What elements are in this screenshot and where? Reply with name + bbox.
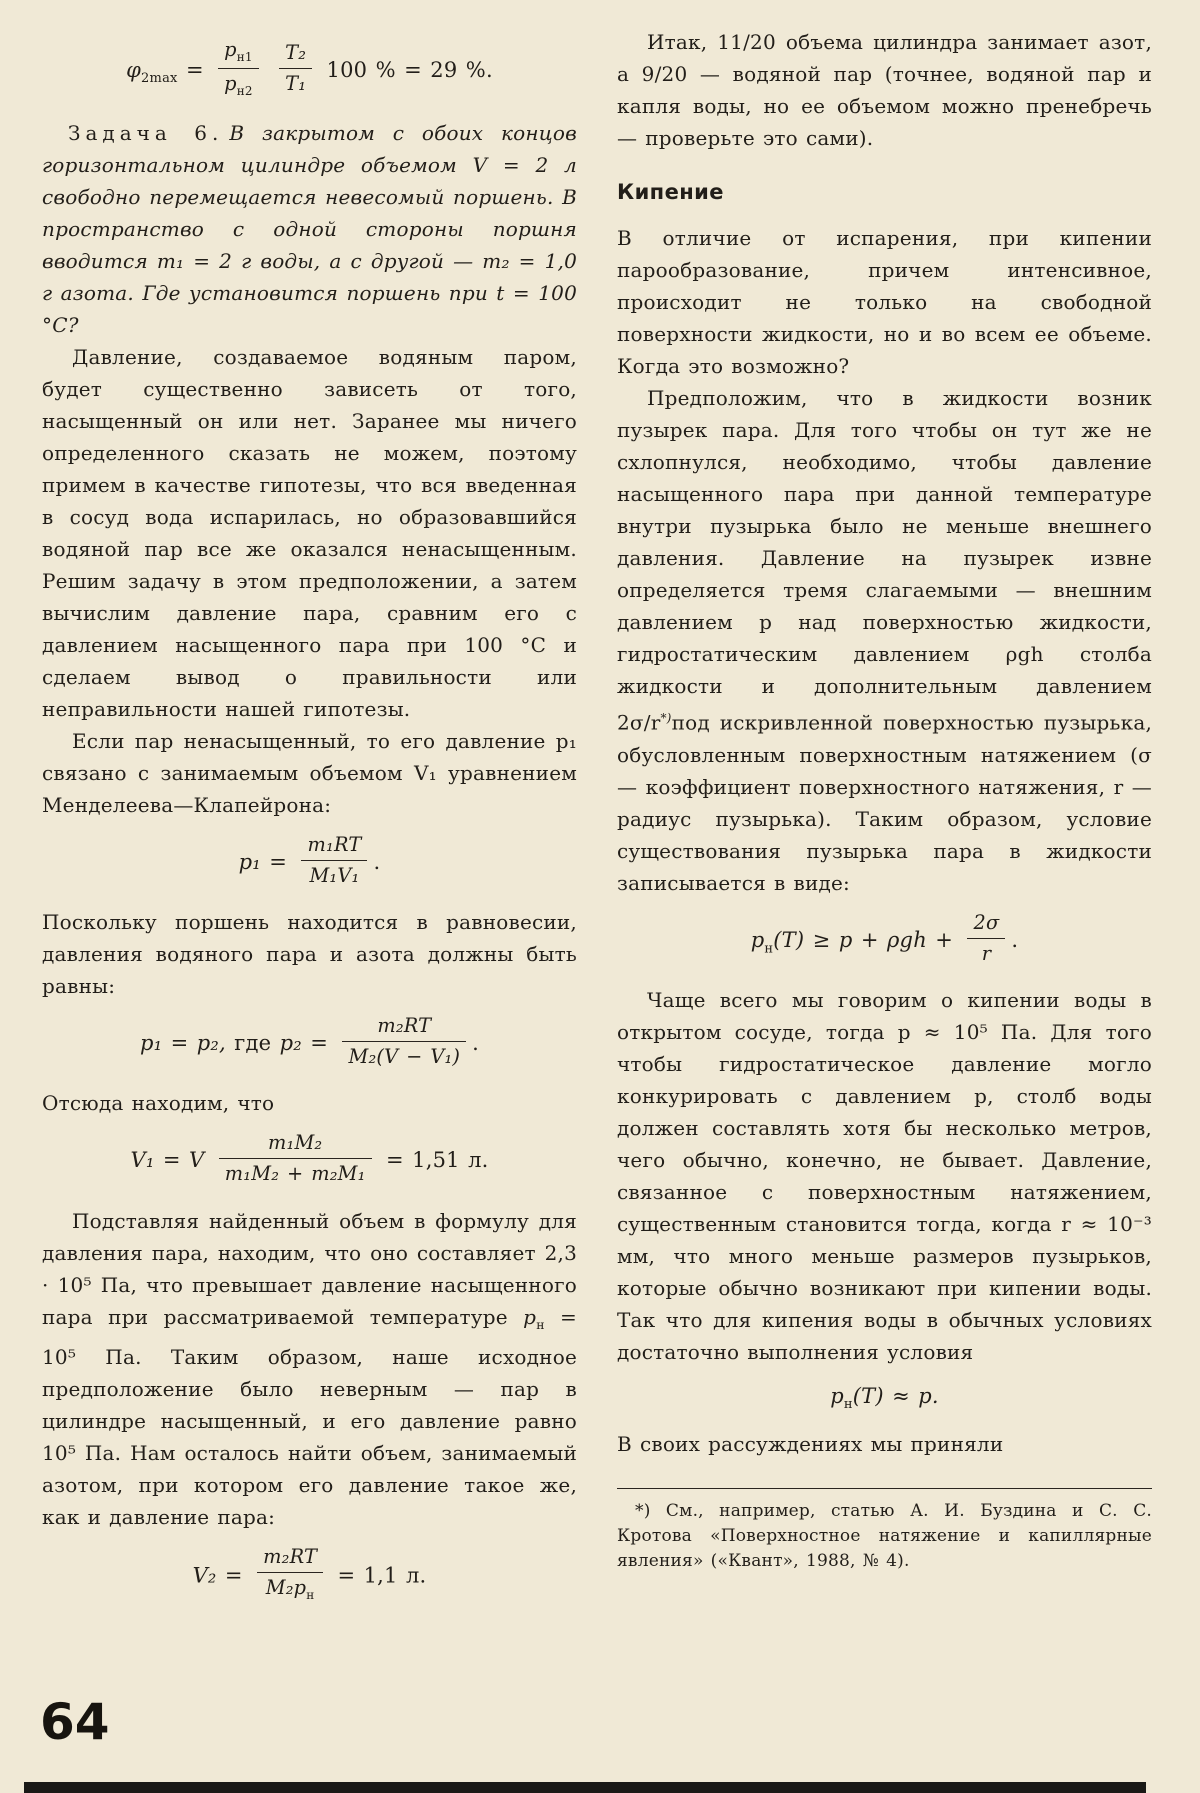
fraction-v2: $\frac{\text{m₂RT}}{M_2p_н}$ xyxy=(257,1545,323,1603)
formula-approximation: $p_н(T) \approx p$. xyxy=(830,1383,939,1413)
paragraph-substitution: Подставляя найденный объем в формулу для давления пара, находим, что оно составляет 2,3 · 10⁵ Па, что превышает давление насыщенного пара при рассматриваемой температуре $p_н = 10^5$ Па. Таким образом, наше исходное предположение было неверным — пар в цилиндре насыщенный, и его давление равно 10⁵ Па. Нам осталось найти объем, занимаемый азотом, при котором его давление такое же, как и давление пара: xyxy=(42,1208,577,1529)
problem-statement xyxy=(42,117,577,341)
paragraph-result: Итак, 11/20 объема цилиндра занимает азот, а 9/20 — водяной пар (точнее, водяной пар и капля воды, но ее объемом можно пренебречь — проверьте это сами). xyxy=(617,30,1152,150)
footnote-text: *) См., например, статью А. И. Буздина и С. С. Кротова «Поверхностное натяжение и капиллярные явления» («Квант», 1988, № 4). xyxy=(617,1501,1152,1572)
formula-lhs: $\varphi_{2max}$ xyxy=(126,57,178,87)
paragraph-pressure: Давление, создаваемое водяным паром, будет существенно зависеть от того, насыщенный он или нет. Заранее мы ничего определенного сказать не можем, поэтому примем в качестве гипотезы, что вся введенная в сосуд вода испарилась, но образовавшийся водяной пар все же оказался ненасыщенным. Решим задачу в этом предположении, а затем вычислим давление пара, сравним его с давлением насыщенного пара при 100 °C и сделаем вывод о правильности или неправильности нашей гипотезы. xyxy=(42,344,577,721)
right-column xyxy=(617,26,1152,1620)
paragraph-bubble: Предположим, что в жидкости возник пузырек пара. Для того чтобы он тут же не схлопнулся, необходимо, чтобы давление насыщенного пара при данной температуре внутри пузырька было не меньше внешнего давления. Давление на пузырек извне определяется тремя слагаемыми — внешним давлением p над поверхностью жидкости, гидростатическим давлением ρgh столба жидкости и дополнительным давлением 2σ/r*)под искривленной поверхностью пузырька, обусловленным поверхностным натяжением (σ — коэффициент поверхностного натяжения, r — радиус пузырька). Таким образом, условие существования пузырька пара в жидкости записывается в виде: xyxy=(617,386,1152,895)
section-heading-boiling: Кипение xyxy=(617,180,724,204)
fraction-t2-t1: $\frac{\text{T₂}}{\text{T₁}}$ xyxy=(279,41,312,96)
paragraph-boiling-intro: В отличие от испарения, при кипении парообразование, причем интенсивное, происходит не только на свободной поверхности жидкости, но и во всем ее объеме. Когда это возможно? xyxy=(617,226,1152,378)
fraction-m1rt: $\frac{\text{m₁RT}}{\text{M₁V₁}}$ xyxy=(301,833,367,888)
fraction-2sigma-r: $\frac{2\sigma}{r}$ xyxy=(967,911,1005,966)
footnote xyxy=(617,1488,1152,1574)
formula-v2: V₂ = $\frac{\text{m₂RT}}{M_2p_н}$ = 1,1 л. xyxy=(192,1544,427,1602)
formula-humidity-result: $\varphi_{2max}$ = $\frac{p_{н1}}{p_{н2}}$ $\frac{\text{T₂}}{\text{T₁}}$ 100 % = 29 %. xyxy=(126,38,493,98)
formula-v1: V₁ = V $\frac{\text{m₁M₂}}{\text{m₁M₂ + m₂M₁}}$ = 1,51 л. xyxy=(130,1131,489,1186)
left-column xyxy=(42,26,577,1620)
formula-boiling-condition: $p_н(T) \ge p + \rho gh$ + $\frac{2\sigma}{r}$ . xyxy=(750,910,1019,965)
paragraph-final: В своих рассуждениях мы приняли xyxy=(617,1432,1004,1457)
problem-text: В закрытом с обоих концов горизонтальном цилиндре объемом V = 2 л свободно перемещается невесомый поршень. В пространство с одной стороны поршня вводится m₁ = 2 г воды, а с другой — m₂ = 1,0 г азота. Где установится поршень при t = 100 °C? xyxy=(42,120,577,337)
footnote-marker: *) xyxy=(660,711,672,725)
paragraph-piston: Поскольку поршень находится в равновесии, давления водяного пара и азота должны быть равны: xyxy=(42,909,577,998)
scan-edge-bar xyxy=(24,1782,1146,1793)
fraction-pn1-pn2: $\frac{p_{н1}}{p_{н2}}$ xyxy=(218,38,259,99)
problem-label: Задача 6. xyxy=(68,120,224,145)
page-number: 64 xyxy=(40,1693,110,1751)
fraction-m2rt: $\frac{\text{m₂RT}}{\text{M₂(V − V₁)}}$ xyxy=(342,1014,466,1069)
formula-p1-equals-p2: p₁ = p₂, где p₂ = $\frac{\text{m₂RT}}{\text{M₂(V − V₁)}}$ . xyxy=(139,1013,480,1069)
fraction-v1: $\frac{\text{m₁M₂}}{\text{m₁M₂ + m₂M₁}}$ xyxy=(219,1131,372,1186)
paragraph-hence: Отсюда находим, что xyxy=(42,1091,275,1116)
paragraph-open-vessel: Чаще всего мы говорим о кипении воды в открытом сосуде, тогда p ≈ 10⁵ Па. Для того чтобы гидростатическое давление могло конкурировать с давлением p, столб воды должен составлять хотя бы несколько метров, чего обычно, конечно, не бывает. Давление, связанное с поверхностным натяжением, существенным становится тогда, когда r ≈ 10⁻³ мм, что много меньше размеров пузырьков, которые обычно возникают при кипении воды. Так что для кипения воды в обычных условиях достаточно выполнения условия xyxy=(617,987,1152,1364)
formula-p1: p₁ = $\frac{\text{m₁RT}}{\text{M₁V₁}}$ . xyxy=(238,832,381,887)
paragraph-unsaturated: Если пар ненасыщенный, то его давление p₁ связано с занимаемым объемом V₁ уравнением Менделеева—Клапейрона: xyxy=(42,728,577,817)
